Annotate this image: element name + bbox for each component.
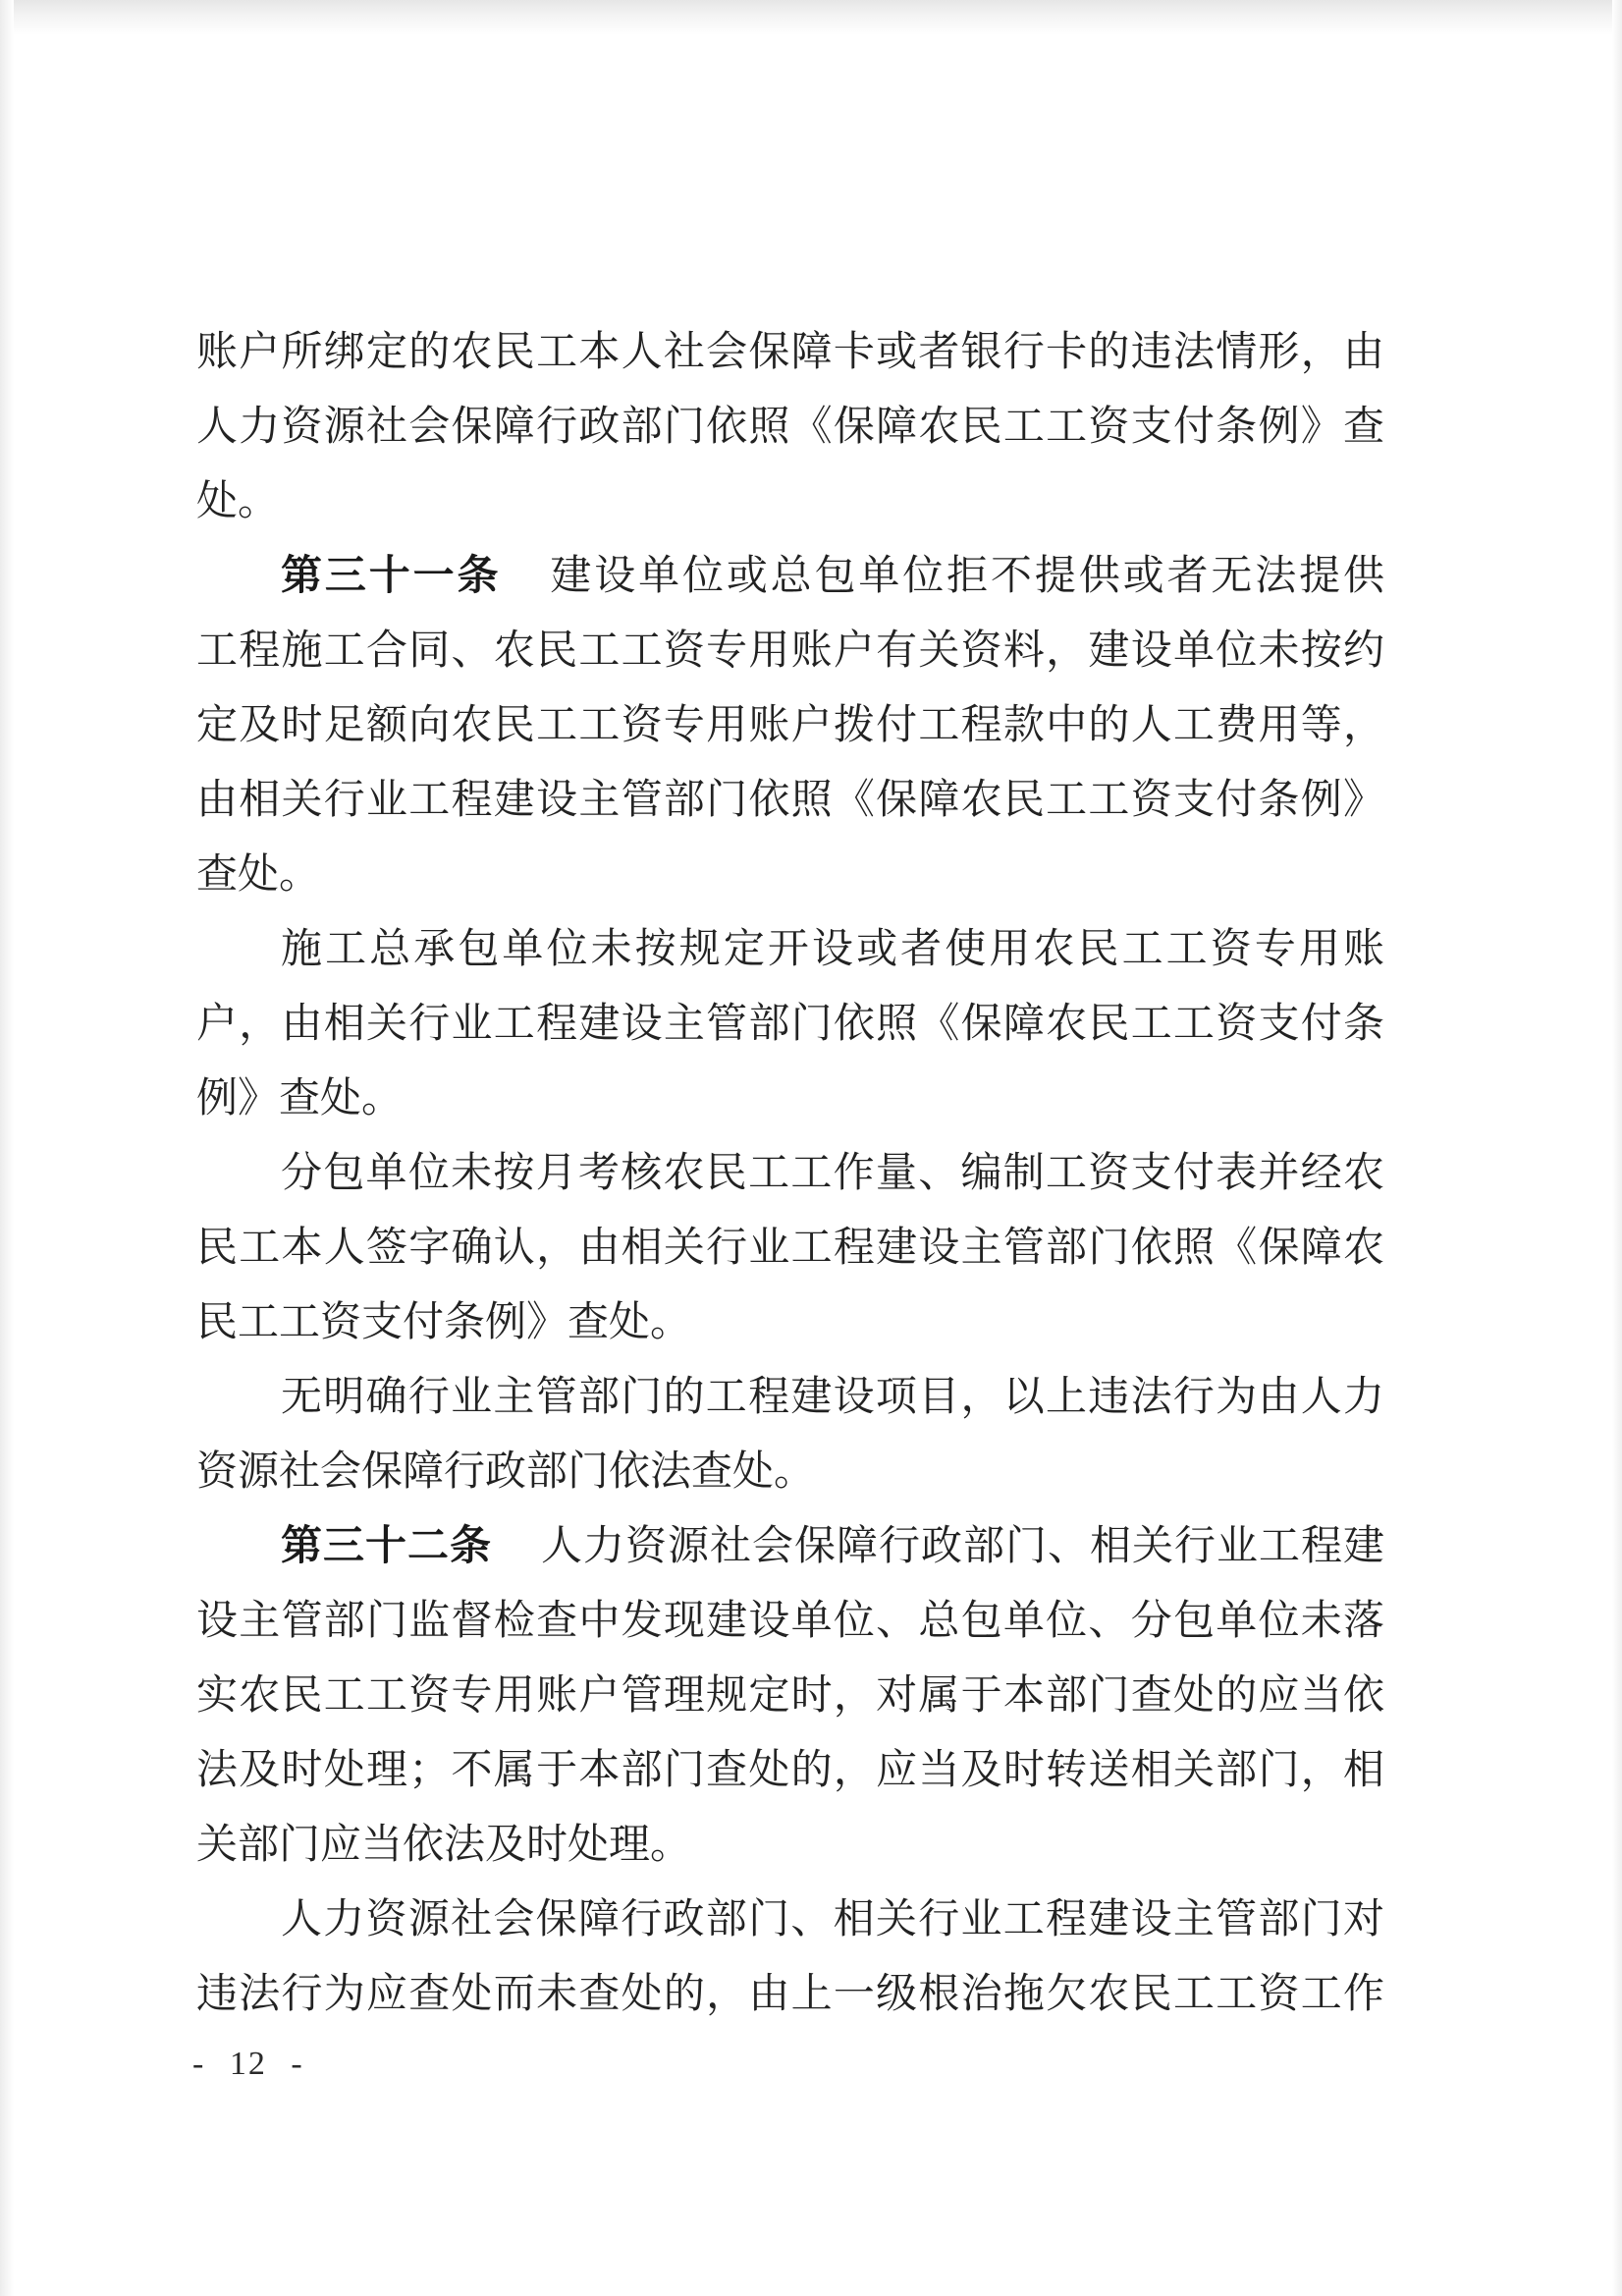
page-number: - 12 - <box>192 2046 304 2082</box>
article-number: 第三十一条 <box>281 551 502 599</box>
scan-shadow-left <box>0 0 14 2296</box>
text-line: 查处。 <box>196 849 321 898</box>
text-line: 资源社会保障行政部门依法查处。 <box>196 1447 816 1495</box>
paragraph <box>196 1135 1384 1359</box>
scan-shadow-top <box>0 0 1622 35</box>
text-line: 人力资源社会保障行政部门、相关行业工程建设主管部门对 <box>281 1894 1384 1942</box>
paragraph-article-31 <box>196 538 1384 911</box>
text-line: 由相关行业工程建设主管部门依照《保障农民工工资支付条例》 <box>196 775 1384 823</box>
text-line: 处。 <box>196 476 280 524</box>
paragraph <box>196 911 1384 1135</box>
text-line: 户，由相关行业工程建设主管部门依照《保障农民工工资支付条 <box>196 999 1384 1047</box>
text-line: 定及时足额向农民工工资专用账户拨付工程款中的人工费用等， <box>196 700 1384 748</box>
text-line: 施工总承包单位未按规定开设或者使用农民工工资专用账 <box>281 924 1384 972</box>
text-line: 民工工资支付条例》查处。 <box>196 1297 692 1345</box>
paragraph-article-32 <box>196 1508 1384 1882</box>
text-line: 工程施工合同、农民工工资专用账户有关资料，建设单位未按约 <box>196 626 1384 674</box>
text-line: 设主管部门监督检查中发现建设单位、总包单位、分包单位未落 <box>196 1596 1384 1644</box>
text-line: 关部门应当依法及时处理。 <box>196 1820 692 1868</box>
text-line: 账户所绑定的农民工本人社会保障卡或者银行卡的违法情形，由 <box>196 327 1384 375</box>
document-body <box>196 314 1384 2031</box>
text-line: 民工本人签字确认，由相关行业工程建设主管部门依照《保障农 <box>196 1223 1384 1271</box>
text-line: 实农民工工资专用账户管理规定时，对属于本部门查处的应当依 <box>196 1670 1384 1719</box>
text-line: 分包单位未按月考核农民工工作量、编制工资支付表并经农 <box>281 1148 1384 1196</box>
paragraph <box>196 1359 1384 1508</box>
scan-shadow-right <box>1612 0 1622 2296</box>
text-line: 法及时处理；不属于本部门查处的，应当及时转送相关部门，相 <box>196 1745 1384 1793</box>
text-line <box>196 538 1384 613</box>
text-line <box>196 1508 1384 1583</box>
text-line: 无明确行业主管部门的工程建设项目，以上违法行为由人力 <box>281 1372 1384 1420</box>
paragraph <box>196 1882 1384 2031</box>
text-line: 人力资源社会保障行政部门依照《保障农民工工资支付条例》查 <box>196 402 1384 450</box>
text-segment: 人力资源社会保障行政部门、相关行业工程建 <box>541 1521 1384 1569</box>
text-segment: 建设单位或总包单位拒不提供或者无法提供 <box>550 551 1384 599</box>
article-number: 第三十二条 <box>281 1521 492 1569</box>
text-line: 违法行为应查处而未查处的，由上一级根治拖欠农民工工资工作 <box>196 1969 1384 2017</box>
paragraph <box>196 314 1384 538</box>
text-line: 例》查处。 <box>196 1073 404 1121</box>
